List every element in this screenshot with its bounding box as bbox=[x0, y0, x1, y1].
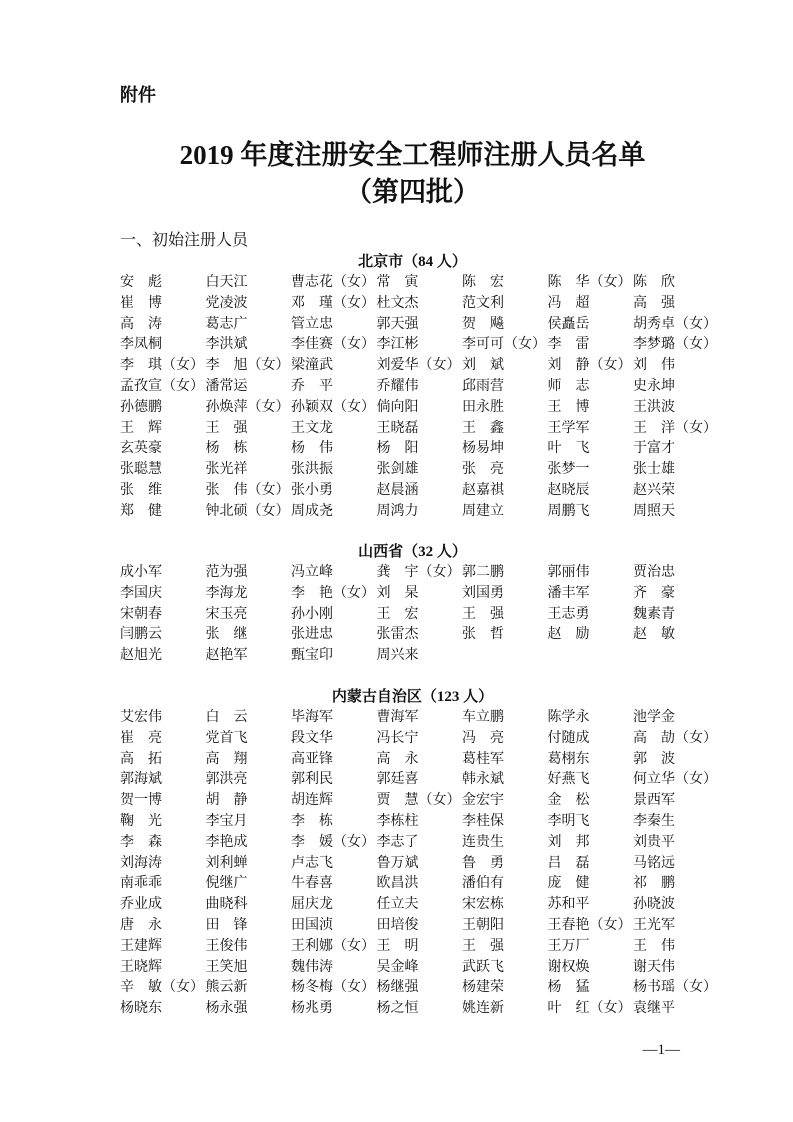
registrant-name: 屈庆龙 bbox=[291, 897, 333, 913]
registrant-name: 艾宏伟 bbox=[120, 710, 162, 725]
registrant-name: 冯 超 bbox=[547, 295, 590, 311]
registrant-name: 刘利蝉 bbox=[205, 855, 248, 871]
registrant-name: 王 博 bbox=[547, 399, 590, 415]
registrant-name: 李桂保 bbox=[462, 813, 504, 829]
registrant-name: 魏伟涛 bbox=[291, 959, 333, 975]
registrant-name: 段文华 bbox=[291, 730, 333, 746]
registrant-name: 高 涛 bbox=[120, 316, 162, 332]
registrant-name: 刘贵平 bbox=[633, 834, 675, 850]
registrant-name: 李 艳（女） bbox=[291, 585, 375, 601]
registrant-name: 乔耀伟 bbox=[376, 378, 419, 394]
registrant-name: 何立华（女） bbox=[633, 772, 717, 788]
registrant-name: 李宝月 bbox=[205, 813, 248, 829]
registrant-name: 韩永斌 bbox=[462, 772, 504, 788]
registrant-name: 王 鑫 bbox=[462, 420, 504, 436]
registrant-name: 刘 静（女） bbox=[547, 358, 632, 374]
registrant-name: 李江彬 bbox=[376, 337, 419, 353]
registrant-name: 李 栋 bbox=[291, 813, 333, 829]
registrant-name: 葛桂军 bbox=[462, 751, 504, 767]
registrant-name: 杨 阳 bbox=[376, 441, 419, 457]
registrant-name: 高 强 bbox=[633, 295, 675, 311]
registrant-name: 陈 欣 bbox=[633, 275, 675, 290]
registrant-name: 葛志广 bbox=[205, 316, 248, 332]
registrant-name: 玄英豪 bbox=[120, 441, 162, 457]
registrant-name: 杨之恒 bbox=[376, 1001, 419, 1017]
registrant-name: 曹海军 bbox=[376, 710, 419, 725]
registrant-name: 陈学永 bbox=[547, 710, 590, 725]
registrant-name: 欧昌洪 bbox=[376, 876, 419, 892]
registrant-name: 邓 瑾（女） bbox=[291, 295, 375, 311]
registrant-name: 刘海涛 bbox=[120, 855, 162, 871]
registrant-name: 田培俊 bbox=[376, 917, 419, 933]
registrant-name: 于富才 bbox=[633, 441, 675, 457]
registrant-name: 乔 平 bbox=[291, 378, 333, 394]
registrant-name: 田国浈 bbox=[291, 917, 333, 933]
registrant-name: 魏素青 bbox=[633, 606, 675, 622]
registrant-name: 武跃飞 bbox=[462, 959, 504, 975]
registrant-name: 吕 磊 bbox=[547, 855, 590, 871]
registrant-name: 周照天 bbox=[633, 503, 675, 519]
registrant-name: 郭廷喜 bbox=[376, 772, 419, 788]
registrant-name: 刘 邦 bbox=[547, 834, 590, 850]
registrant-name: 郑 健 bbox=[120, 503, 162, 519]
registrant-name: 曹志花（女） bbox=[291, 275, 375, 290]
registrant-name: 王 宏 bbox=[376, 606, 419, 622]
registrant-name: 孙焕萍（女） bbox=[205, 399, 290, 415]
registrant-name: 南乖乖 bbox=[120, 876, 162, 892]
registrant-name: 甄宝印 bbox=[291, 648, 333, 664]
registrant-name: 孙小刚 bbox=[291, 606, 333, 622]
registrant-name: 赵嘉祺 bbox=[462, 482, 504, 498]
registrant-name: 王 明 bbox=[376, 938, 419, 954]
province-block-shanxi bbox=[120, 542, 718, 667]
registrant-name: 孟孜宣（女） bbox=[120, 378, 204, 394]
registrant-name: 王 辉 bbox=[120, 420, 162, 436]
document-title: 2019 年度注册安全工程师注册人员名单 bbox=[179, 140, 646, 170]
registrant-name: 张光祥 bbox=[205, 462, 248, 478]
registrant-name: 齐 豪 bbox=[633, 585, 675, 601]
registrant-name: 田永胜 bbox=[462, 399, 504, 415]
registrant-name: 王利娜（女） bbox=[291, 938, 375, 954]
registrant-name: 李 森 bbox=[120, 834, 162, 850]
registrant-name: 龚 宇（女） bbox=[376, 565, 461, 580]
registrant-name: 任立夫 bbox=[376, 897, 419, 913]
registrant-name: 刘 杲 bbox=[376, 585, 419, 601]
registrant-name: 郭海斌 bbox=[120, 772, 162, 788]
registrant-name: 张聪慧 bbox=[120, 462, 162, 478]
registrant-name: 贺一博 bbox=[120, 793, 162, 809]
registrant-name: 杨书瑶（女） bbox=[633, 980, 717, 996]
province-block-inner-mongolia bbox=[120, 687, 718, 1020]
registrant-name: 王 伟 bbox=[633, 938, 675, 954]
registrant-name: 史永坤 bbox=[633, 378, 675, 394]
registrant-name: 王洪波 bbox=[633, 399, 675, 415]
registrant-name: 胡 静 bbox=[205, 793, 248, 809]
registrant-name: 郭 波 bbox=[633, 751, 675, 767]
registrant-name: 贾 慧（女） bbox=[376, 793, 461, 809]
registrant-name: 师 志 bbox=[547, 378, 590, 394]
registrant-name: 赵 敏 bbox=[633, 627, 675, 643]
registrant-name: 张小勇 bbox=[291, 482, 333, 498]
registrant-name: 付随成 bbox=[547, 730, 590, 746]
registrant-name: 刘 伟 bbox=[633, 358, 675, 374]
registrant-name: 潘丰军 bbox=[547, 585, 590, 601]
registrant-name: 郭利民 bbox=[291, 772, 333, 788]
registrant-name: 成小军 bbox=[120, 565, 162, 580]
registrant-name: 赵晓辰 bbox=[547, 482, 590, 498]
registrant-name: 宋宏栋 bbox=[462, 897, 504, 913]
registrant-name: 闫鹏云 bbox=[120, 627, 162, 643]
registrant-name: 辛 敏（女） bbox=[120, 980, 204, 996]
registrant-name: 王朝阳 bbox=[462, 917, 504, 933]
registrant-name: 祁 鹏 bbox=[633, 876, 675, 892]
province-block-beijing bbox=[120, 252, 718, 523]
registrant-name: 王俊伟 bbox=[205, 938, 248, 954]
registrant-name: 苏和平 bbox=[547, 897, 590, 913]
registrant-name: 李 雷 bbox=[547, 337, 590, 353]
registrant-name: 李栋柱 bbox=[376, 813, 419, 829]
registrant-name: 卢志飞 bbox=[291, 855, 333, 871]
province-header: 北京市（84 人） bbox=[358, 254, 467, 270]
registrant-name: 连贵生 bbox=[462, 834, 504, 850]
registrant-name: 赵兴荣 bbox=[633, 482, 675, 498]
registrant-name: 李明飞 bbox=[547, 813, 590, 829]
registrant-name: 杨冬梅（女） bbox=[291, 980, 375, 996]
registrant-name: 宋朝春 bbox=[120, 606, 162, 622]
registrant-name: 杨 伟 bbox=[291, 441, 333, 457]
registrant-name: 周鸿力 bbox=[376, 503, 419, 519]
registrant-name: 金 松 bbox=[547, 793, 590, 809]
registrant-name: 张 亮 bbox=[462, 462, 504, 478]
registrant-name: 李佳赛（女） bbox=[291, 337, 375, 353]
registrant-name: 郭天强 bbox=[376, 316, 419, 332]
registrant-name: 张洪振 bbox=[291, 462, 333, 478]
registrant-name: 庞 健 bbox=[547, 876, 590, 892]
registrant-name: 贾治忠 bbox=[633, 565, 675, 580]
registrant-name: 王文龙 bbox=[291, 420, 333, 436]
registrant-name: 熊云新 bbox=[205, 980, 248, 996]
registrant-name: 孙德鹏 bbox=[120, 399, 162, 415]
registrant-name: 刘 斌 bbox=[462, 358, 504, 374]
registrant-name: 张雷杰 bbox=[376, 627, 419, 643]
registrant-name: 周鹏飞 bbox=[547, 503, 590, 519]
registrant-name: 金宏宇 bbox=[462, 793, 504, 809]
registrant-name: 高 拓 bbox=[120, 751, 162, 767]
registrant-name: 李艳成 bbox=[205, 834, 248, 850]
province-header: 山西省（32 人） bbox=[358, 544, 467, 560]
registrant-name: 陈 华（女） bbox=[547, 275, 632, 290]
registrant-name: 潘常运 bbox=[205, 378, 248, 394]
registrant-name: 孙晓波 bbox=[633, 897, 675, 913]
registrant-name: 赵艳军 bbox=[205, 648, 248, 664]
registrant-name: 好燕飞 bbox=[547, 772, 590, 788]
registrant-name: 叶 飞 bbox=[547, 441, 590, 457]
registrant-name: 李洪斌 bbox=[205, 337, 248, 353]
registrant-name: 范为强 bbox=[205, 565, 248, 580]
registrant-name: 管立忠 bbox=[291, 316, 333, 332]
registrant-name: 赵 励 bbox=[547, 627, 590, 643]
registrant-name: 杨易坤 bbox=[462, 441, 504, 457]
registrant-name: 唐 永 bbox=[120, 917, 162, 933]
registrant-name: 王 强 bbox=[205, 420, 248, 436]
registrant-name: 高 永 bbox=[376, 751, 419, 767]
registrant-name: 李 琪（女） bbox=[120, 358, 204, 374]
registrant-name: 高 翔 bbox=[205, 751, 248, 767]
registrant-name: 倘向阳 bbox=[376, 399, 419, 415]
registrant-name: 王晓磊 bbox=[376, 420, 419, 436]
registrant-name: 鲁万斌 bbox=[376, 855, 419, 871]
registrant-name: 冯立峰 bbox=[291, 565, 333, 580]
registrant-name: 冯长宁 bbox=[376, 730, 419, 746]
registrant-name: 池学金 bbox=[633, 710, 675, 725]
registrant-name: 王 强 bbox=[462, 938, 504, 954]
registrant-name: 周建立 bbox=[462, 503, 504, 519]
registrant-name: 杨继强 bbox=[376, 980, 419, 996]
registrant-name: 杜文杰 bbox=[376, 295, 419, 311]
name-grid bbox=[120, 708, 718, 1020]
registrant-name: 白 云 bbox=[205, 710, 248, 725]
registrant-name: 高亚锋 bbox=[291, 751, 333, 767]
registrant-name: 张进忠 bbox=[291, 627, 333, 643]
registrant-name: 王学军 bbox=[547, 420, 590, 436]
registrant-name: 赵旭光 bbox=[120, 648, 162, 664]
registrant-name: 李梦璐（女） bbox=[633, 337, 717, 353]
registrant-name: 贺 飚 bbox=[462, 316, 504, 332]
name-grid bbox=[120, 563, 718, 667]
registrant-name: 周成尧 bbox=[291, 503, 333, 519]
registrant-name: 杨晓东 bbox=[120, 1001, 162, 1017]
registrant-name: 张 哲 bbox=[462, 627, 504, 643]
registrant-name: 陈 宏 bbox=[462, 275, 504, 290]
registrant-name: 崔 亮 bbox=[120, 730, 162, 746]
registrant-name: 王 强 bbox=[462, 606, 504, 622]
registrant-name: 杨建荣 bbox=[462, 980, 504, 996]
registrant-name: 谢权焕 bbox=[547, 959, 590, 975]
registrant-name: 侯矗岳 bbox=[547, 316, 590, 332]
registrant-name: 胡秀卓（女） bbox=[633, 316, 717, 332]
registrant-name: 周兴来 bbox=[376, 648, 419, 664]
registrant-name: 张梦一 bbox=[547, 462, 590, 478]
registrant-name: 张 继 bbox=[205, 627, 248, 643]
registrant-name: 张 维 bbox=[120, 482, 162, 498]
registrant-name: 王万厂 bbox=[547, 938, 590, 954]
registrant-name: 刘爱华（女） bbox=[376, 358, 461, 374]
registrant-name: 胡连辉 bbox=[291, 793, 333, 809]
registrant-name: 杨 栋 bbox=[205, 441, 248, 457]
registrant-name: 王光军 bbox=[633, 917, 675, 933]
registrant-name: 刘国勇 bbox=[462, 585, 504, 601]
registrant-name: 李 媛（女） bbox=[291, 834, 375, 850]
registrant-name: 吴金峰 bbox=[376, 959, 419, 975]
registrant-name: 倪继广 bbox=[205, 876, 248, 892]
registrant-name: 王志勇 bbox=[547, 606, 590, 622]
registrant-name: 谢天伟 bbox=[633, 959, 675, 975]
registrant-name: 李秦生 bbox=[633, 813, 675, 829]
registrant-name: 孙颖双（女） bbox=[291, 399, 375, 415]
registrant-name: 叶 红（女） bbox=[547, 1001, 632, 1017]
registrant-name: 范文利 bbox=[462, 295, 504, 311]
province-header: 内蒙古自治区（123 人） bbox=[331, 689, 494, 705]
registrant-name: 高 劼（女） bbox=[633, 730, 717, 746]
registrant-name: 王建辉 bbox=[120, 938, 162, 954]
registrant-name: 冯 亮 bbox=[462, 730, 504, 746]
registrant-name: 鞠 光 bbox=[120, 813, 162, 829]
registrant-name: 景西军 bbox=[633, 793, 675, 809]
registrant-name: 邱雨营 bbox=[462, 378, 504, 394]
registrant-name: 崔 博 bbox=[120, 295, 162, 311]
section-heading: 一、初始注册人员 bbox=[120, 232, 249, 249]
registrant-name: 姚连新 bbox=[462, 1001, 504, 1017]
registrant-name: 常 寅 bbox=[376, 275, 419, 290]
registrant-name: 鲁 勇 bbox=[462, 855, 504, 871]
registrant-name: 宋玉亮 bbox=[205, 606, 248, 622]
registrant-name: 乔业成 bbox=[120, 897, 162, 913]
registrant-name: 郭洪亮 bbox=[205, 772, 248, 788]
registrant-name: 李可可（女） bbox=[462, 337, 546, 353]
registrant-name: 潘伯有 bbox=[462, 876, 504, 892]
registrant-name: 党首飞 bbox=[205, 730, 248, 746]
registrant-name: 李 旭（女） bbox=[205, 358, 290, 374]
registrant-name: 车立鹏 bbox=[462, 710, 504, 725]
registrant-name: 梁潼武 bbox=[291, 358, 333, 374]
registrant-name: 钟北硕（女） bbox=[205, 503, 290, 519]
registrant-name: 郭二鹏 bbox=[462, 565, 504, 580]
registrant-name: 葛栩东 bbox=[547, 751, 590, 767]
registrant-name: 王 洋（女） bbox=[633, 420, 717, 436]
registrant-name: 曲晓科 bbox=[205, 897, 248, 913]
registrant-name: 张士雄 bbox=[633, 462, 675, 478]
registrant-name: 李志了 bbox=[376, 834, 419, 850]
registrant-name: 李国庆 bbox=[120, 585, 162, 601]
registrant-name: 杨兆勇 bbox=[291, 1001, 333, 1017]
registrant-name: 张剑雄 bbox=[376, 462, 419, 478]
attachment-label: 附件 bbox=[120, 85, 156, 105]
registrant-name: 马铭远 bbox=[633, 855, 675, 871]
registrant-name: 袁继平 bbox=[633, 1001, 675, 1017]
page-number: —1— bbox=[642, 1042, 680, 1058]
name-grid bbox=[120, 273, 718, 523]
registrant-name: 李海龙 bbox=[205, 585, 248, 601]
registrant-name: 王笑旭 bbox=[205, 959, 248, 975]
registrant-name: 郭丽伟 bbox=[547, 565, 590, 580]
registrant-name: 党凌波 bbox=[205, 295, 248, 311]
registrant-name: 张 伟（女） bbox=[205, 482, 290, 498]
registrant-name: 王晓辉 bbox=[120, 959, 162, 975]
registrant-name: 安 彪 bbox=[120, 275, 162, 290]
registrant-name: 白天江 bbox=[205, 275, 248, 290]
registrant-name: 杨永强 bbox=[205, 1001, 248, 1017]
registrant-name: 王春艳（女） bbox=[547, 917, 632, 933]
registrant-name: 杨 猛 bbox=[547, 980, 590, 996]
registrant-name: 赵晨涵 bbox=[376, 482, 419, 498]
registrant-name: 田 锋 bbox=[205, 917, 248, 933]
registrant-name: 牛春喜 bbox=[291, 876, 333, 892]
registrant-name: 李凤桐 bbox=[120, 337, 162, 353]
document-subtitle: （第四批） bbox=[345, 177, 480, 207]
registrant-name: 毕海军 bbox=[291, 710, 333, 725]
